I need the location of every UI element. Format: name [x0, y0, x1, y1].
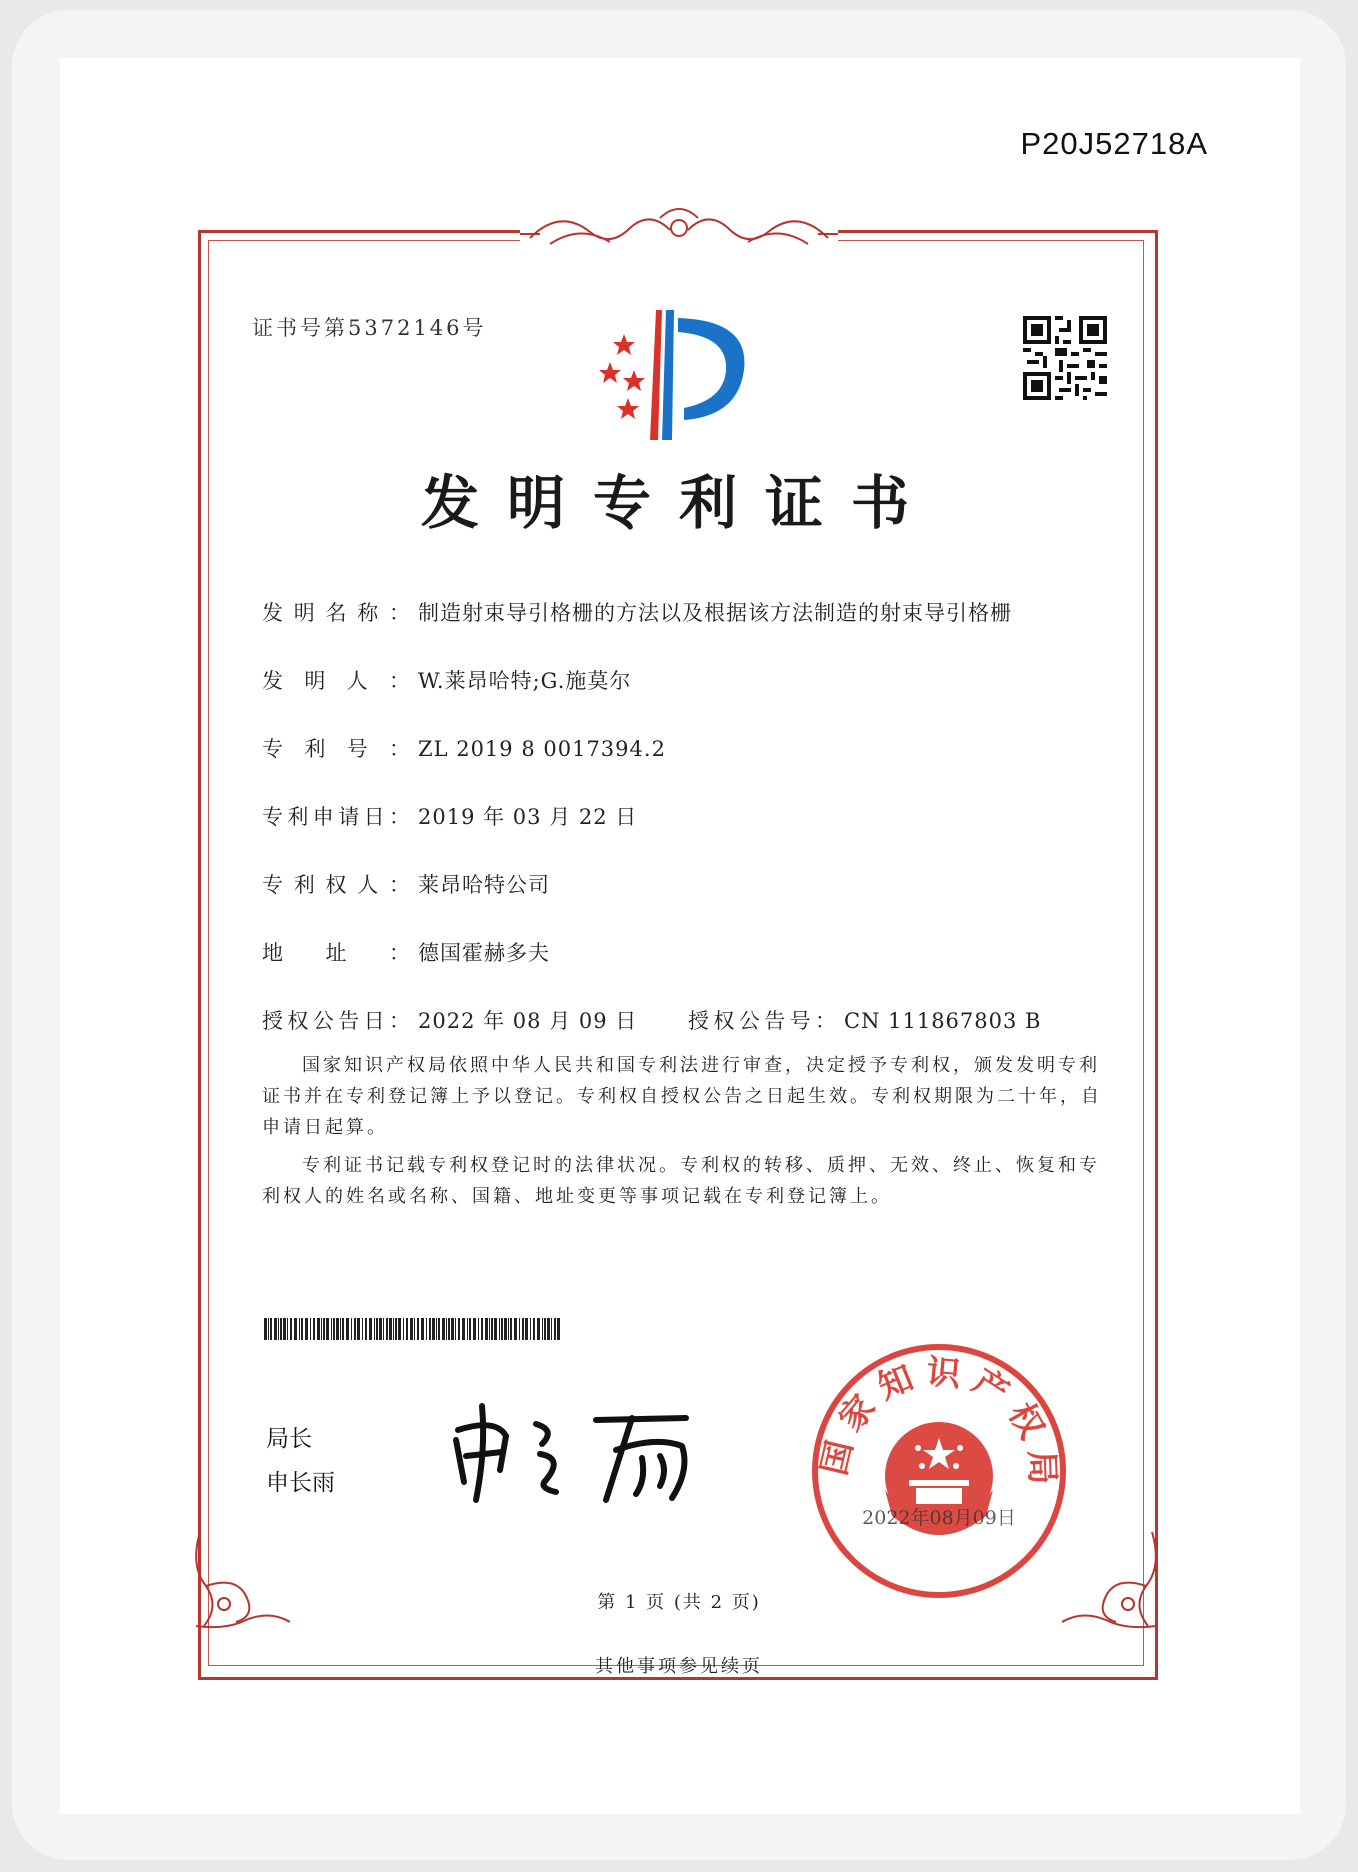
field-label: 专利申请日：	[262, 805, 412, 829]
field-value: 制造射束导引格栅的方法以及根据该方法制造的射束导引格栅	[418, 601, 1012, 625]
grant-paragraph: 国家知识产权局依照中华人民共和国专利法进行审查，决定授予专利权，颁发发明专利证书并在专利登记簿上予以登记。专利权自授权公告之日起生效。专利权期限为二十年，自申请日起算。	[262, 1055, 1102, 1138]
field-value: ZL 2019 8 0017394.2	[418, 737, 666, 761]
field-grant-date	[262, 1005, 637, 1035]
top-ornament-icon	[520, 198, 838, 258]
field-value: 2019 年 03 月 22 日	[418, 805, 638, 829]
corner-ornament-right-icon	[1056, 1526, 1166, 1636]
signature-icon	[446, 1400, 706, 1508]
field-inventor	[262, 665, 631, 695]
field-grant-publication-number	[688, 1005, 1041, 1035]
field-value: 2022 年 08 月 09 日	[418, 1009, 638, 1033]
field-value: CN 111867803 B	[844, 1009, 1042, 1033]
field-application-date	[262, 801, 637, 831]
field-value: W.莱昂哈特;G.施莫尔	[418, 669, 632, 693]
field-patent-number	[262, 733, 666, 763]
official-seal-icon	[808, 1340, 1070, 1602]
field-label: 专利号：	[262, 737, 412, 761]
barcode-icon	[264, 1318, 560, 1340]
certificate-number: 证书号第5372146号	[252, 316, 487, 340]
field-label: 授权公告日：	[262, 1009, 412, 1033]
field-value: 莱昂哈特公司	[418, 873, 550, 897]
document-number: P20J52718A	[1020, 126, 1208, 161]
field-label: 发明名称：	[262, 601, 412, 625]
field-label: 专利权人：	[262, 873, 412, 897]
field-label: 发明人：	[262, 669, 412, 693]
seal-date: 2022年08月09日	[862, 1507, 1016, 1529]
field-invention-name	[262, 597, 1012, 627]
field-label: 地址：	[262, 941, 412, 965]
certificate-title: 发明专利证书	[420, 469, 937, 537]
signatory-role: 局长	[266, 1426, 312, 1452]
signatory-name: 申长雨	[266, 1470, 335, 1496]
field-patentee	[262, 869, 550, 899]
qr-code-icon	[1020, 316, 1110, 400]
seal-org-text: 国家知识产权局	[814, 1351, 1063, 1496]
corner-ornament-left-icon	[186, 1526, 296, 1636]
field-label: 授权公告号：	[688, 1009, 838, 1033]
patent-office-logo-icon	[594, 300, 764, 452]
field-value: 德国霍赫多夫	[418, 941, 550, 965]
field-address	[262, 937, 550, 967]
page-indicator: 第 1 页 (共 2 页)	[597, 1592, 761, 1613]
continued-note: 其他事项参见续页	[595, 1656, 763, 1677]
legal-status-paragraph: 专利证书记载专利权登记时的法律状况。专利权的转移、质押、无效、终止、恢复和专利权人的姓名或名称、国籍、地址变更等事项记载在专利登记簿上。	[262, 1155, 1100, 1207]
